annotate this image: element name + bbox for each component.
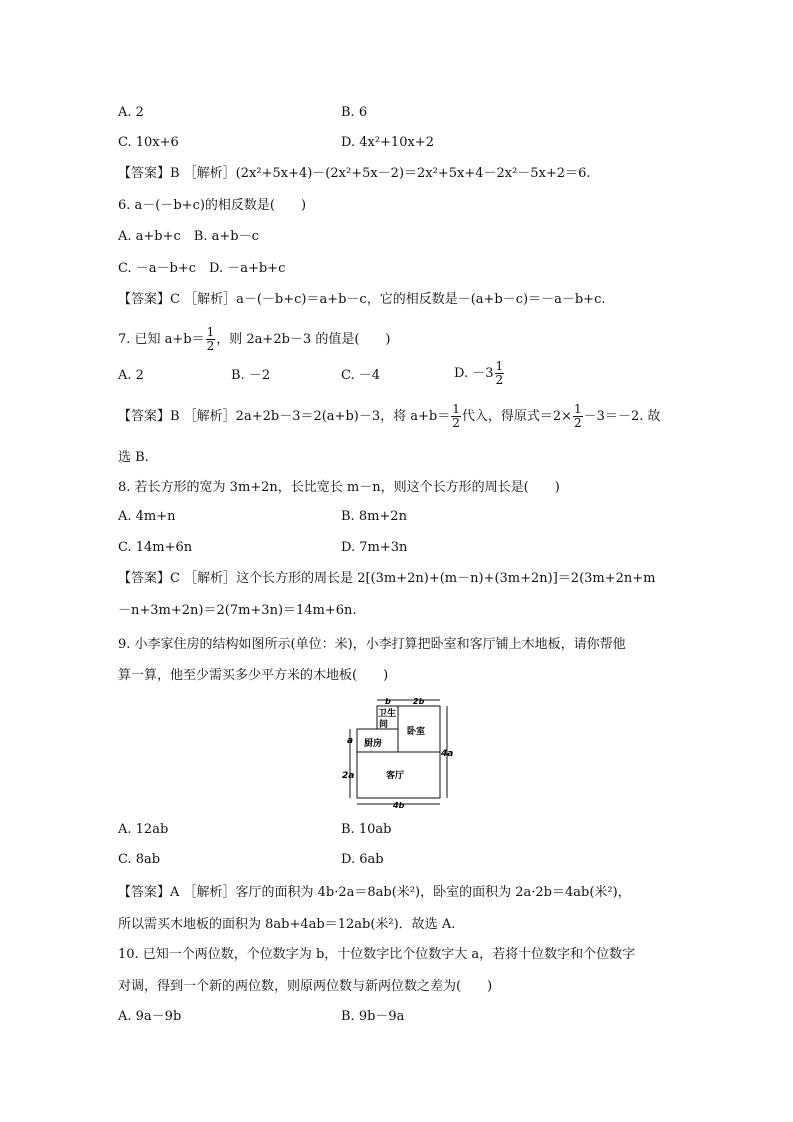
- q5-option-d: D. 4x²+10x+2: [341, 135, 434, 150]
- fraction: [206, 326, 216, 353]
- dim-4a-label: 4a: [441, 749, 454, 759]
- bathroom-label-2: 间: [379, 720, 389, 730]
- q6-stem: 6. a－(－b+c)的相反数是( ): [118, 198, 307, 213]
- dim-a-label: a: [347, 736, 354, 746]
- q7-option-c: C. －4: [341, 368, 381, 383]
- q5-option-c: C. 10x+6: [118, 135, 179, 150]
- q7-answer-cont: 选 B.: [118, 450, 149, 465]
- q10-option-a: A. 9a－9b: [118, 1009, 182, 1024]
- q10-stem: 10. 已知一个两位数，个位数字为 b，十位数字比个位数字大 a，若将十位数字和个位数字: [118, 947, 636, 962]
- denominator: 2: [495, 373, 504, 387]
- q7-stem-pre: 7. 已知 a+b＝: [118, 332, 205, 347]
- q6-options-ab: A. a+b+c B. a+b－c: [118, 229, 259, 244]
- bedroom-label: 卧室: [407, 727, 426, 737]
- q5-option-a: A. 2: [118, 105, 144, 120]
- q5-option-b: B. 6: [341, 105, 368, 120]
- q8-option-a: A. 4m+n: [118, 509, 176, 524]
- q8-answer-cont: －n+3m+2n)＝2(7m+3n)＝14m+6n.: [118, 603, 357, 618]
- q9-option-b: B. 10ab: [341, 822, 392, 837]
- floor-plan-diagram: [340, 695, 465, 810]
- numerator: 1: [452, 402, 460, 416]
- q7-d-text: D. －3: [454, 366, 494, 381]
- dim-b-label: b: [385, 697, 391, 706]
- fraction: [451, 403, 461, 430]
- numerator: 1: [574, 402, 582, 416]
- q9-option-a: A. 12ab: [118, 822, 169, 837]
- q9-stem: 9. 小李家住房的结构如图所示(单位：米)，小李打算把卧室和客厅铺上木地板，请你帮他: [118, 637, 626, 652]
- q10-option-b: B. 9b－9a: [341, 1009, 405, 1024]
- q9-option-c: C. 8ab: [118, 852, 161, 867]
- q8-option-b: B. 8m+2n: [341, 509, 407, 524]
- q6-options-cd: C. －a－b+c D. －a+b+c: [118, 261, 286, 276]
- q7-option-b: B. －2: [231, 368, 271, 383]
- q7-answer-part: －3＝－2. 故: [583, 409, 661, 424]
- q7-answer: [118, 403, 660, 430]
- q5-answer: 【答案】B ［解析］(2x²+5x+4)－(2x²+5x－2)＝2x²+5x+4－2x²－5x+2＝6.: [118, 166, 591, 181]
- living-room-label: 客厅: [386, 771, 405, 781]
- q10-stem-cont: 对调，得到一个新的两位数，则原两位数与新两位数之差为( ): [118, 979, 493, 994]
- q7-stem: [118, 326, 390, 353]
- denominator: 2: [452, 416, 460, 430]
- kitchen-label: 厨房: [364, 739, 383, 749]
- q7-option-d: [454, 360, 505, 387]
- q9-answer-cont: 所以需买木地板的面积为 8ab+4ab＝12ab(米²)．故选 A.: [118, 917, 456, 932]
- bathroom-label: 卫生: [378, 709, 397, 719]
- dim-4b-label: 4b: [393, 801, 405, 810]
- dim-2b-label: 2b: [413, 697, 425, 706]
- numerator: 1: [495, 359, 504, 373]
- q7-option-a: A. 2: [118, 368, 144, 383]
- fraction: [573, 403, 583, 430]
- numerator: 1: [206, 325, 215, 339]
- q8-stem: 8. 若长方形的宽为 3m+2n，长比宽长 m－n，则这个长方形的周长是( ): [118, 480, 560, 495]
- q9-option-d: D. 6ab: [341, 852, 384, 867]
- q7-answer-part: 【答案】B ［解析］2a+2b－3＝2(a+b)－3，将 a+b＝: [118, 409, 451, 424]
- denominator: 2: [206, 339, 215, 353]
- q8-answer: 【答案】C ［解析］这个长方形的周长是 2[(3m+2n)+(m－n)+(3m+2n)]＝2(3m+2n+m: [118, 571, 656, 586]
- fraction: [495, 360, 505, 387]
- denominator: 2: [574, 416, 582, 430]
- q9-stem-cont: 算一算，他至少需买多少平方米的木地板( ): [118, 668, 389, 683]
- dim-2a-label: 2a: [342, 771, 355, 781]
- q7-stem-post: ，则 2a+2b－3 的值是( ): [216, 332, 391, 347]
- q7-answer-part: 代入，得原式＝2×: [461, 409, 573, 424]
- q6-answer: 【答案】C ［解析］a－(－b+c)＝a+b－c，它的相反数是－(a+b－c)＝－a－b+c.: [118, 292, 606, 307]
- q8-option-d: D. 7m+3n: [341, 540, 408, 555]
- q9-answer: 【答案】A ［解析］客厅的面积为 4b·2a＝8ab(米²)，卧室的面积为 2a·2b＝4ab(米²)，: [118, 885, 631, 900]
- q8-option-c: C. 14m+6n: [118, 540, 193, 555]
